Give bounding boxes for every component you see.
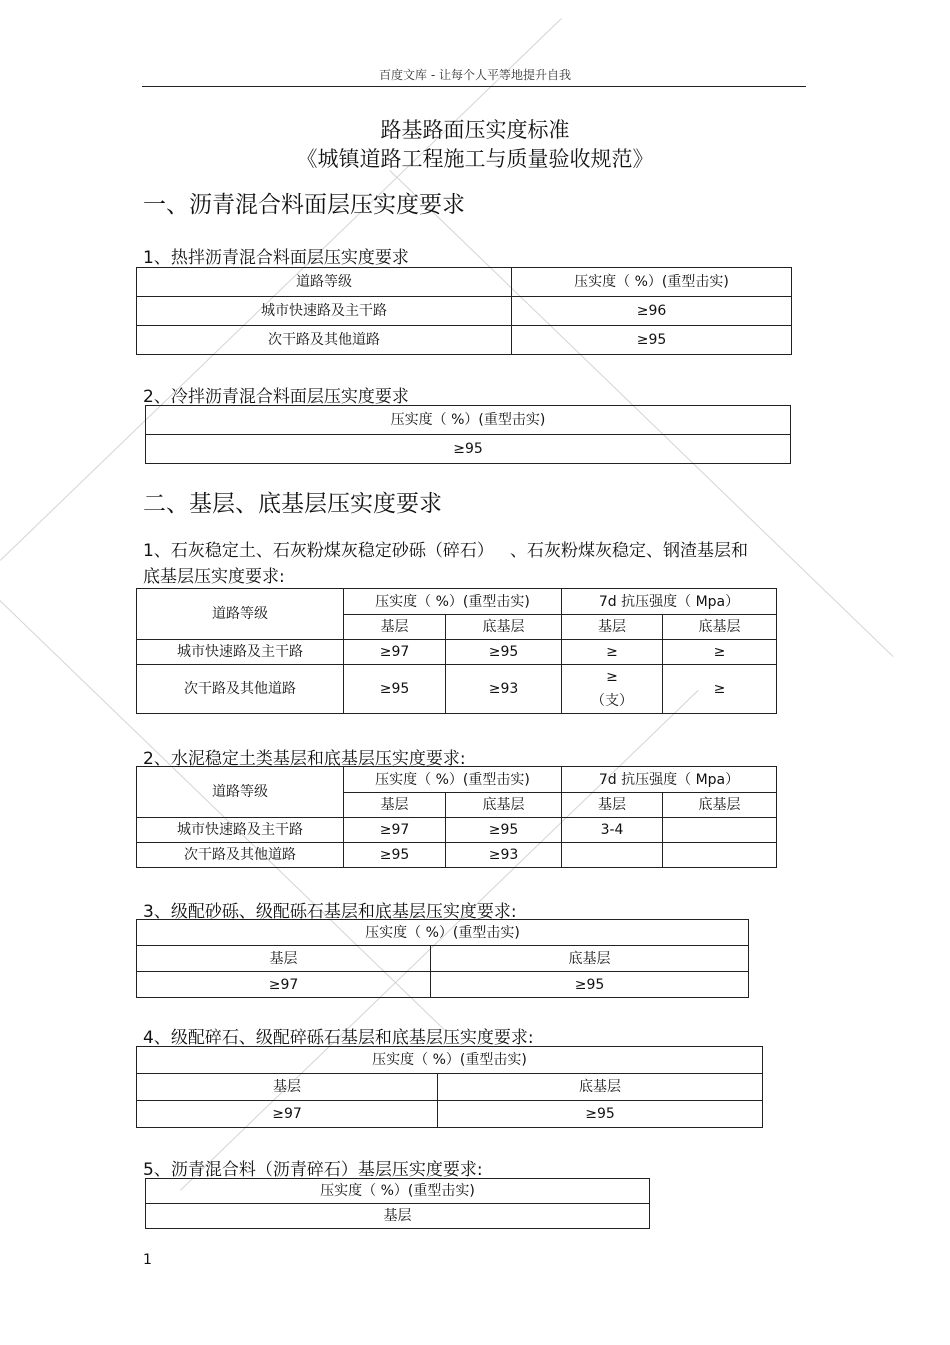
value-cell: ≥ [562, 640, 663, 665]
subheader-cell: 底基层 [438, 1074, 763, 1101]
table-row [137, 843, 777, 868]
table-row [137, 640, 777, 665]
subheader-cell: 基层 [344, 615, 446, 640]
header-cell: 道路等级 [137, 589, 344, 640]
header-cell: 7d 抗压强度（ Mpa） [562, 589, 777, 615]
heading-line: 底基层压实度要求: [143, 567, 285, 587]
value-cell: ≥95 [438, 1101, 763, 1128]
header-cell: 压实度（ %）(重型击实) [344, 767, 562, 793]
value-note: （支） [591, 693, 633, 709]
subheader-cell: 基层 [137, 946, 431, 972]
section-heading: 二、基层、底基层压实度要求 [143, 491, 442, 517]
subheader-cell: 底基层 [663, 615, 777, 640]
subheader-cell: 底基层 [663, 793, 777, 818]
value-cell: ≥95 [431, 972, 749, 998]
subsection-heading: 2、水泥稳定土类基层和底基层压实度要求: [143, 749, 466, 769]
document-subtitle: 《城镇道路工程施工与质量验收规范》 [296, 147, 654, 171]
road-grade-cell: 城市快速路及主干路 [137, 297, 512, 326]
table-row [137, 818, 777, 843]
header-cell: 压实度（ %）(重型击实) [344, 589, 562, 615]
value-cell [663, 843, 777, 868]
header-divider [142, 86, 806, 87]
graded-crushed-stone-table [136, 1046, 763, 1128]
subsection-heading: 5、沥青混合料（沥青碎石）基层压实度要求: [143, 1160, 483, 1180]
value-cell: ≥97 [137, 1101, 438, 1128]
value-cell: ≥ [663, 640, 777, 665]
graded-gravel-table [136, 919, 749, 998]
subheader-cell: 基层 [137, 1074, 438, 1101]
road-grade-cell: 城市快速路及主干路 [137, 818, 344, 843]
value-cell [663, 818, 777, 843]
road-grade-cell: 次干路及其他道路 [137, 665, 344, 714]
value-cell: ≥93 [446, 843, 562, 868]
table-row [137, 665, 777, 714]
header-cell: 压实度（ %）(重型击实) [137, 1047, 763, 1074]
header-cell: 7d 抗压强度（ Mpa） [562, 767, 777, 793]
value-cell: ≥95 [344, 843, 446, 868]
value-cell: ≥97 [344, 818, 446, 843]
hot-mix-compaction-table [136, 267, 792, 355]
value-cell: ≥95 [446, 818, 562, 843]
road-grade-cell: 次干路及其他道路 [137, 326, 512, 355]
header-cell: 压实度（ %）(重型击实) [512, 268, 792, 297]
subheader-cell: 底基层 [431, 946, 749, 972]
header-cell: 道路等级 [137, 767, 344, 818]
subheader-cell: 基层 [146, 1204, 650, 1229]
subsection-heading: 2、冷拌沥青混合料面层压实度要求 [143, 387, 409, 407]
subheader-cell: 底基层 [446, 615, 562, 640]
subheader-cell: 基层 [562, 615, 663, 640]
table-row [137, 972, 749, 998]
section-heading: 一、沥青混合料面层压实度要求 [143, 192, 465, 218]
subheader-cell: 基层 [562, 793, 663, 818]
subsection-heading: 4、级配碎石、级配碎砾石基层和底基层压实度要求: [143, 1028, 534, 1048]
value-cell: ≥97 [137, 972, 431, 998]
value-cell: ≥97 [344, 640, 446, 665]
subheader-cell: 底基层 [446, 793, 562, 818]
subsection-heading: 1、热拌沥青混合料面层压实度要求 [143, 248, 409, 268]
heading-line: 1、石灰稳定土、石灰粉煤灰稳定砂砾（碎石） 、石灰粉煤灰稳定、钢渣基层和 [143, 541, 749, 561]
asphalt-base-table [145, 1178, 650, 1229]
table-row [137, 1101, 763, 1128]
road-grade-cell: 城市快速路及主干路 [137, 640, 344, 665]
value-cell: ≥96 [512, 297, 792, 326]
header-cell: 压实度（ %）(重型击实) [146, 1179, 650, 1204]
subsection-heading: 3、级配砂砾、级配砾石基层和底基层压实度要求: [143, 902, 517, 922]
page-header: 百度文库 - 让每个人平等地提升自我 [379, 68, 571, 82]
lime-stabilized-table [136, 588, 777, 714]
subsection-heading [143, 538, 793, 590]
value-cell: ≥95 [512, 326, 792, 355]
header-cell: 压实度（ %）(重型击实) [137, 920, 749, 946]
cement-stabilized-table [136, 766, 777, 868]
table-row [137, 297, 792, 326]
document-title: 路基路面压实度标准 [380, 118, 570, 142]
cold-mix-compaction-table [145, 405, 791, 464]
value-cell: ≥93 [446, 665, 562, 714]
value-cell [562, 665, 663, 714]
header-cell: 道路等级 [137, 268, 512, 297]
value-cell: ≥ [663, 665, 777, 714]
header-cell: 压实度（ %）(重型击实) [146, 406, 791, 435]
value-line: ≥ [606, 669, 618, 685]
value-cell: ≥95 [344, 665, 446, 714]
value-cell: ≥95 [146, 435, 791, 464]
page-number: 1 [143, 1252, 152, 1268]
road-grade-cell: 次干路及其他道路 [137, 843, 344, 868]
value-cell: 3-4 [562, 818, 663, 843]
table-row [137, 326, 792, 355]
value-cell: ≥95 [446, 640, 562, 665]
subheader-cell: 基层 [344, 793, 446, 818]
value-cell [562, 843, 663, 868]
